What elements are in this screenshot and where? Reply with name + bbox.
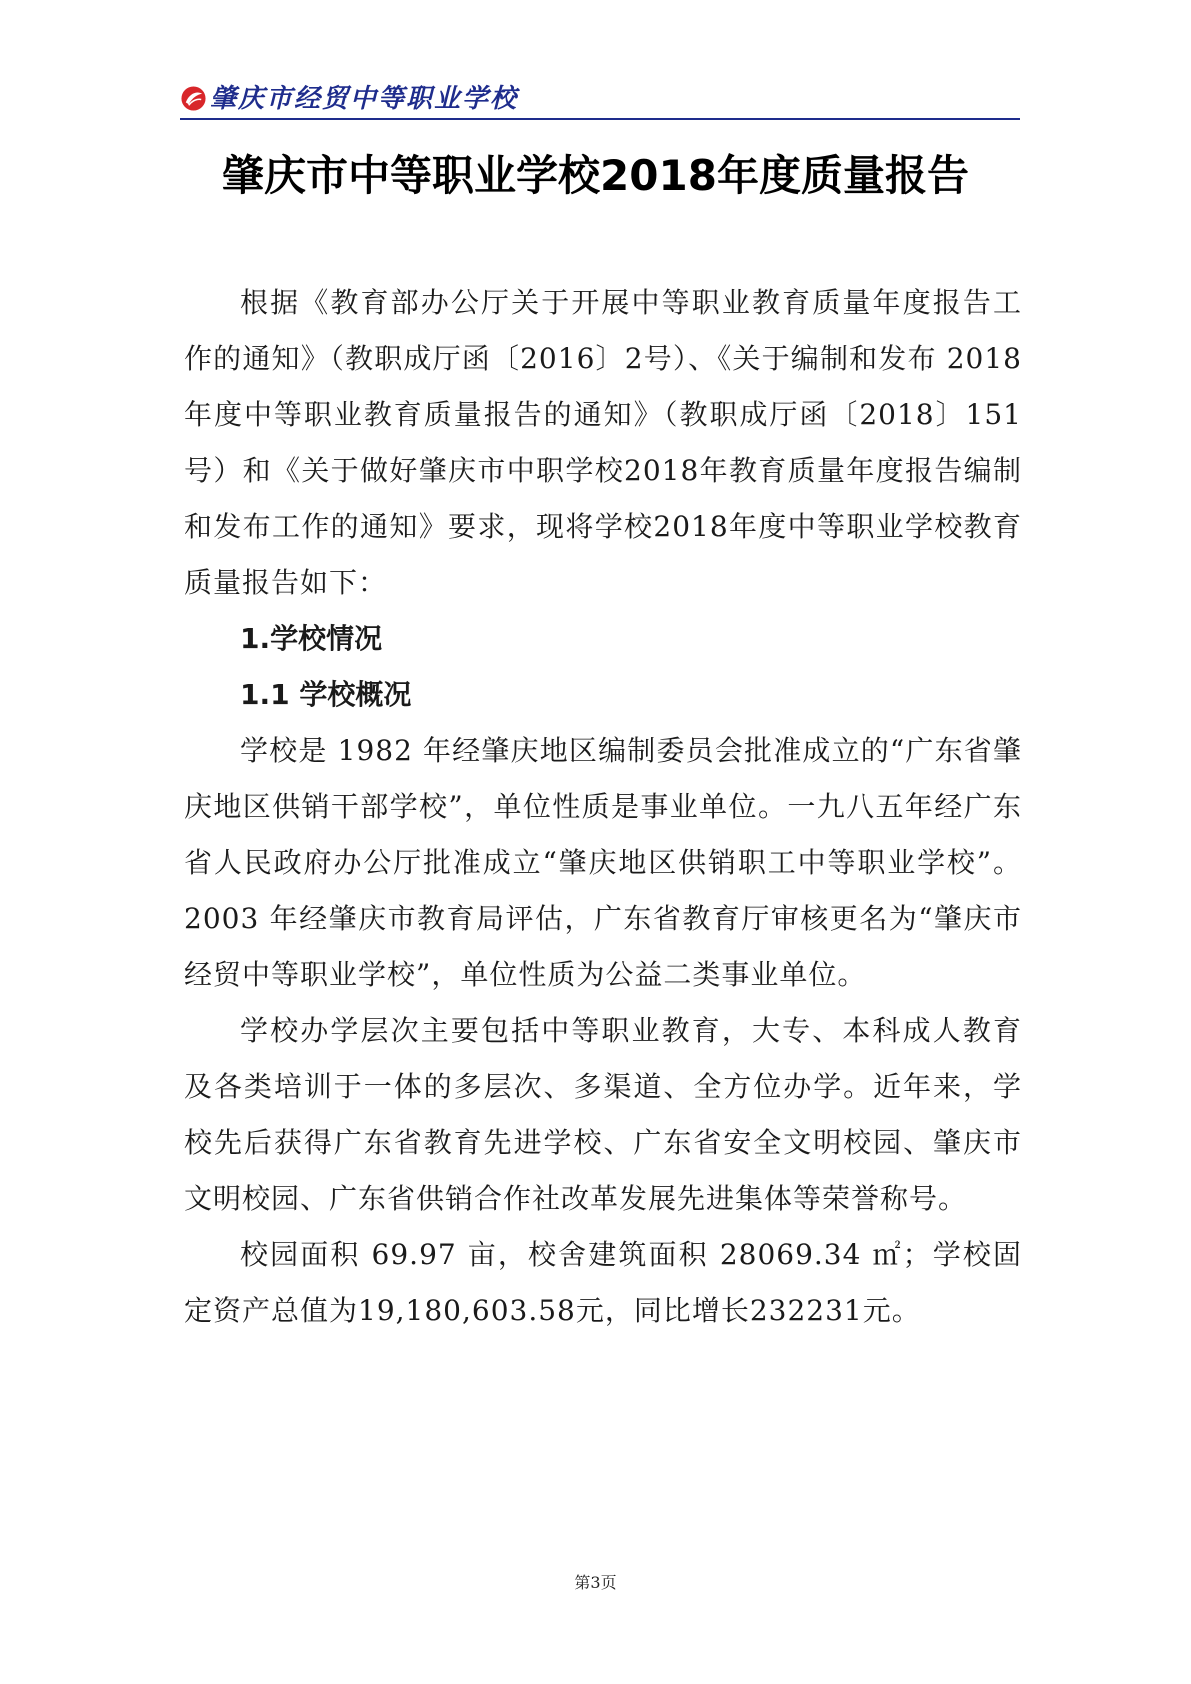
page-number: 第3页 (574, 1573, 617, 1592)
section-heading-school-situation: 1.学校情况 (240, 622, 383, 655)
overview-paragraph-campus: 校园面积 69.97 亩，校舍建筑面积 28069.34 ㎡；学校固定资产总值为19,180,603.58元，同比增长232231元。 (184, 1238, 1022, 1327)
subsection-heading-school-overview: 1.1 学校概况 (240, 678, 412, 711)
header-divider (180, 118, 1020, 120)
report-body (184, 275, 1022, 1339)
overview-paragraph-levels: 学校办学层次主要包括中等职业教育，大专、本科成人教育及各类培训于一体的多层次、多渠道、全方位办学。近年来，学校先后获得广东省教育先进学校、广东省安全文明校园、肇庆市文明校园、广东省供销合作社改革发展先进集体等荣誉称号。 (184, 1014, 1022, 1215)
overview-paragraph-history: 学校是 1982 年经肇庆地区编制委员会批准成立的“广东省肇庆地区供销干部学校”，单位性质是事业单位。一九八五年经广东省人民政府办公厅批准成立“肇庆地区供销职工中等职业学校”。2003 年经肇庆市教育局评估，广东省教育厅审核更名为“肇庆市经贸中等职业学校”，单位性质为公益二类事业单位。 (184, 734, 1022, 991)
page-header (180, 82, 1020, 122)
school-name: 肇庆市经贸中等职业学校 (210, 84, 519, 114)
school-emblem-icon (180, 85, 207, 112)
report-title: 肇庆市中等职业学校2018年度质量报告 (222, 151, 969, 200)
intro-paragraph: 根据《教育部办公厅关于开展中等职业教育质量年度报告工作的通知》（教职成厅函〔2016〕2号）、《关于编制和发布 2018 年度中等职业教育质量报告的通知》（教职成厅函〔2018〕151号）和《关于做好肇庆市中职学校2018年教育质量年度报告编制和发布工作的通知》要求，现将学校2018年度中等职业学校教育质量报告如下： (184, 286, 1022, 599)
